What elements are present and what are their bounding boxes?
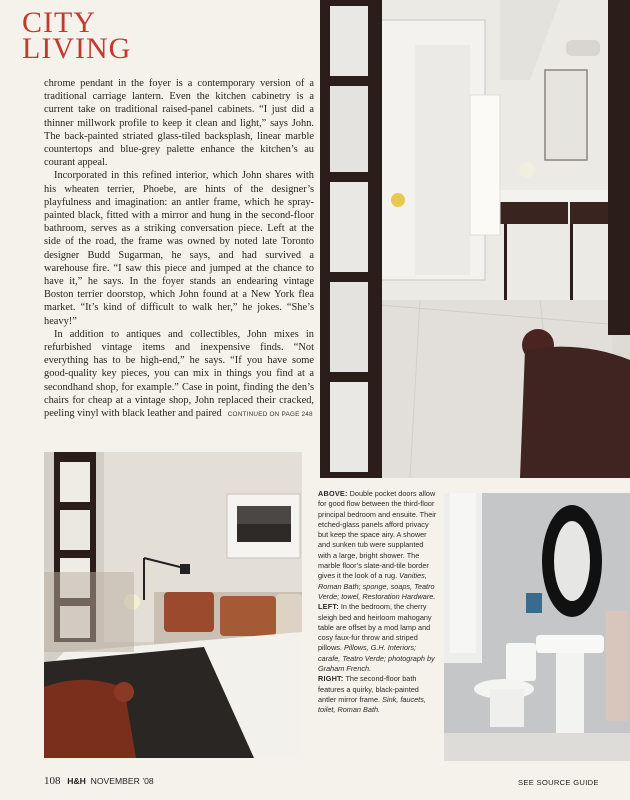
photo-captions bbox=[318, 489, 438, 716]
section-title-line2: LIVING bbox=[22, 32, 132, 65]
source-guide-note: SEE SOURCE GUIDE bbox=[518, 778, 599, 787]
section-title-line1: CITY bbox=[22, 6, 96, 39]
page-number: 108 bbox=[44, 775, 61, 787]
caption-label-left: LEFT: bbox=[318, 602, 339, 612]
second-floor-bath-photo bbox=[444, 493, 630, 761]
continued-note: CONTINUED ON PAGE 248 bbox=[227, 411, 313, 419]
article-paragraph-2: Incorporated in this refined interior, which John shares with his wheaten terrier, Phoebe, are hints of the designer’s playfulness and imagination: an antler frame, which he spray-painted black, fitted with a mirror and hung in the second-floor bathroom, serves as a striking conversation piece. Left at the side of the road, the frame was owned by noted late Toronto designer Budd Sugarman, he says, and had survived a warehouse fire. “I saw this piece and jumped at the chance to have it,” he says. In the foyer stands an endearing vintage Boston terrier doorstop, which John found at a New York flea market. “It’s kind of difficult to walk her,” he jokes. “She’s heavy!” bbox=[44, 170, 314, 327]
second-floor-bath-illustration bbox=[444, 493, 630, 761]
caption-label-above: ABOVE: bbox=[318, 489, 348, 498]
bedroom-illustration bbox=[44, 452, 302, 758]
caption-above-credits: Vanities, Roman Bath; sponge, soaps, Teatro Verde; towel, Restoration Hardware. bbox=[318, 571, 436, 601]
caption-left-text: In the bedroom, the cherry sleigh bed and heirloom mahogany table are offset by a mod lamp and cosy faux-fur throw and striped pillows. bbox=[318, 602, 432, 653]
page-footer-left bbox=[44, 775, 154, 787]
caption-right-credits: Sink, faucets, toilet, Roman Bath. bbox=[318, 694, 426, 715]
caption-left-credits: Pillows, G.H. Interiors; carafe, Teatro Verde; photograph by Graham French. bbox=[318, 643, 435, 674]
article-paragraph-3-text: In addition to antiques and collectibles, John mixes in refurbished vintage items and inexpensive finds. “Not everything has to be high-end,” he says. “If you have some good-quality key pieces, you can mix in things you find at a secondhand shop, for example.” Case in point, finding the den’s chairs for cheap at a vintage shop, John replaced their cracked, peeling vinyl with black leather and paired bbox=[44, 328, 314, 420]
issue-date: NOVEMBER ’08 bbox=[90, 776, 154, 786]
ensuite-photo bbox=[320, 0, 630, 478]
section-title bbox=[22, 6, 182, 65]
caption-label-right: RIGHT: bbox=[318, 674, 344, 684]
article-body bbox=[44, 77, 314, 421]
caption-above-text: Double pocket doors allow for good flow between the third-floor principal bedroom and ensuite. Their etched-glass panels afford privacy but keep the space airy. A shower and sunken tub were supplanted with a large, bright shower. The marble floor’s slate-and-tile border gives it the look of a rug. bbox=[318, 489, 437, 581]
bedroom-photo bbox=[44, 452, 302, 758]
article-paragraph-1: chrome pendant in the foyer is a contemporary version of a traditional carriage lantern. Even the kitchen cabinetry is a current take on traditional raised-panel cabinets. “I just did a thinner millwork profile to keep it clean and light,” says John. The back-painted striated glass-tiled backsplash, linear marble countertops and blue-grey palette enhance the kitchen’s au courant appeal. bbox=[44, 78, 314, 169]
caption-right-text: The second-floor bath features a quirky, black-painted antler mirror frame. bbox=[318, 674, 419, 704]
article-paragraph-3 bbox=[44, 328, 314, 421]
ensuite-illustration bbox=[320, 0, 630, 478]
magazine-name: H&H bbox=[67, 776, 86, 786]
